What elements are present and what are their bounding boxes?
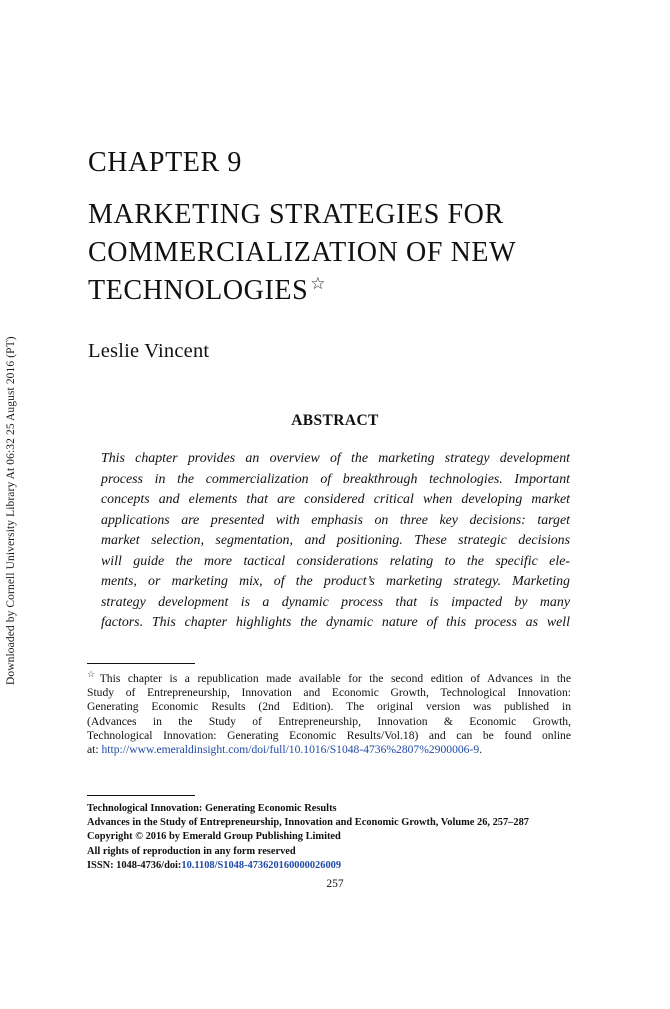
doi-link[interactable]: 10.1108/S1048-473620160000026009: [181, 859, 342, 871]
footnote-url-suffix: .: [479, 742, 483, 756]
abstract-line: strategy development is a dynamic process that is impacted by many: [101, 594, 570, 610]
download-notice: Downloaded by Cornell University Library At 06:32 25 August 2016 (PT): [5, 336, 17, 685]
abstract-line: factors. This chapter highlights the dynamic nature of this process as well: [101, 615, 570, 630]
abstract-heading-text: ABSTRACT: [291, 412, 379, 429]
footnote-star-icon: ☆: [87, 669, 100, 680]
rights-line: All rights of reproduction in any form reserved: [87, 845, 296, 857]
title-line: [88, 272, 608, 310]
issn-line: [87, 859, 587, 873]
abstract-line: concepts and elements that are considered critical when developing market: [101, 492, 570, 507]
abstract-line: market selection, segmentation, and positioning. These strategic decisions: [101, 533, 570, 548]
footnote-line: Technological Innovation: Generating Economic Results/Vol.18) and can be found online: [87, 728, 571, 742]
footnote-line: (Advances in the Study of Entrepreneurship, Innovation & Economic Growth,: [87, 714, 571, 728]
abstract-line: will guide the more tactical considerations relating to the specific ele-: [101, 553, 570, 569]
footnote-line: [87, 743, 571, 757]
footnote-url-prefix: at:: [87, 742, 102, 756]
copyright-line: Copyright © 2016 by Emerald Group Publishing Limited: [87, 831, 341, 843]
abstract-heading: [0, 412, 670, 430]
footnote-url-link[interactable]: http://www.emeraldinsight.com/doi/full/10.1016/S1048-4736%2807%2900006-9: [101, 742, 480, 756]
abstract-line: This chapter provides an overview of the marketing strategy development: [101, 451, 570, 466]
abstract-line: process in the commercialization of breakthrough technologies. Important: [101, 471, 570, 487]
publication-divider: [87, 795, 195, 796]
chapter-label: CHAPTER 9: [88, 147, 242, 178]
series-title: Technological Innovation: Generating Economic Results: [87, 803, 337, 814]
page-number: 257: [326, 878, 344, 890]
author-name: Leslie Vincent: [88, 340, 210, 362]
footnote: [87, 669, 571, 757]
volume-line: Advances in the Study of Entrepreneurship, Innovation and Economic Growth, Volume 26, 257–287: [87, 817, 529, 829]
abstract-line: applications are presented with emphasis on three key decisions: target: [101, 512, 570, 528]
publication-info: [87, 802, 587, 873]
abstract-line: ments, or marketing mix, of the product’s marketing strategy. Marketing: [101, 574, 570, 589]
title-line-text: TECHNOLOGIES: [88, 275, 309, 306]
footnote-line-text: This chapter is a republication made available for the second edition of Advances in the: [99, 672, 571, 685]
footnote-line: Generating Economic Results (2nd Edition). The original version was published in: [87, 700, 571, 714]
abstract-body: [101, 449, 570, 634]
chapter-title: [88, 196, 608, 310]
footnote-divider: [87, 663, 195, 664]
footnote-star-icon[interactable]: ☆: [310, 273, 327, 293]
footnote-line: [87, 669, 571, 686]
title-line: MARKETING STRATEGIES FOR: [88, 199, 504, 230]
title-line: COMMERCIALIZATION OF NEW: [88, 237, 517, 268]
issn-prefix: ISSN: 1048-4736/doi:: [87, 859, 182, 871]
footnote-line: Study of Entrepreneurship, Innovation and Economic Growth, Technological Innovation:: [87, 686, 571, 700]
